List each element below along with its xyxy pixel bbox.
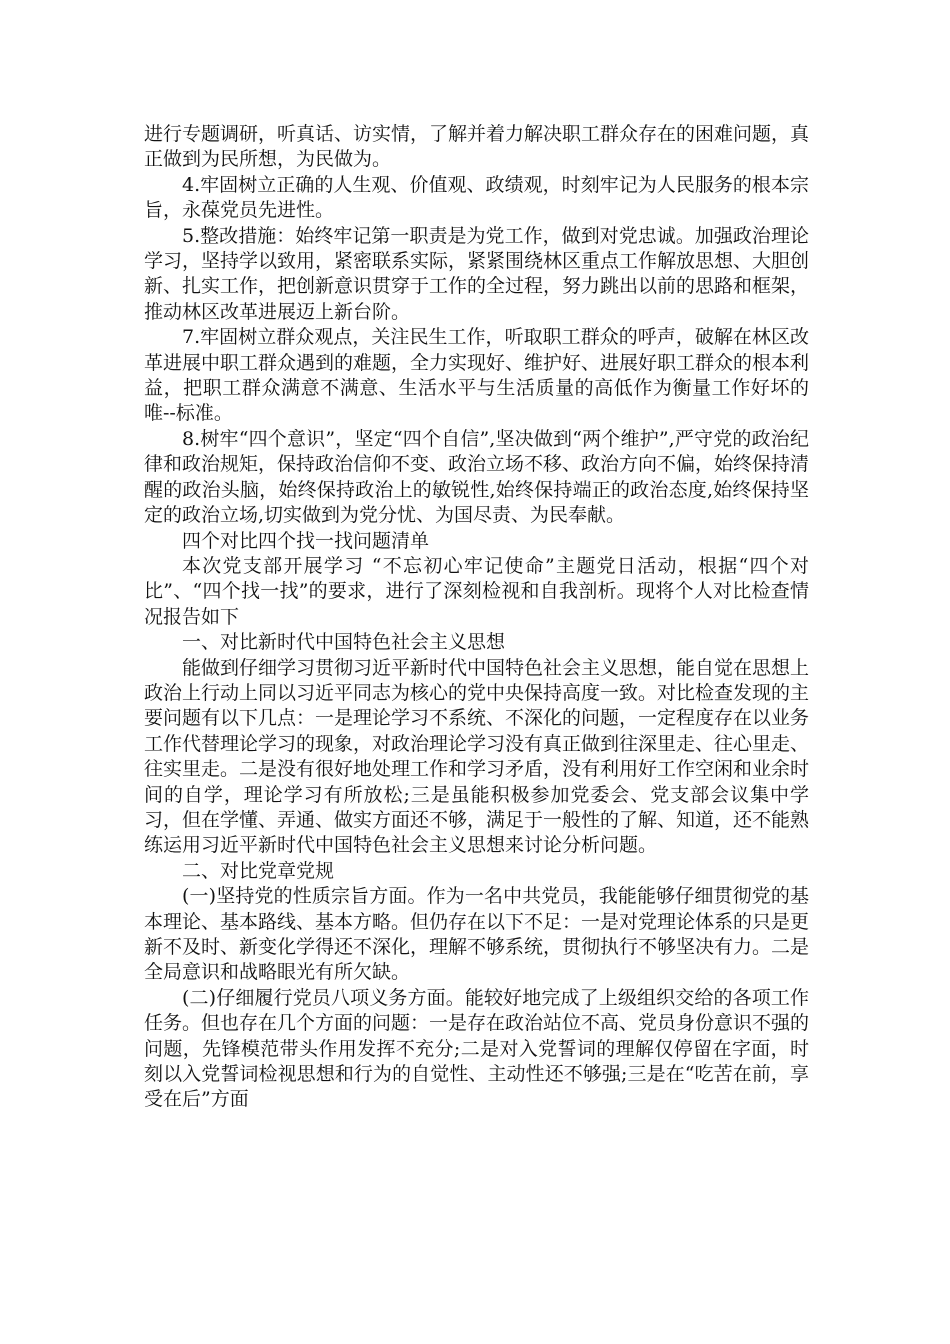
paragraph-7: 本次党支部开展学习 “不忘初心牢记使命”主题党日活动，根据“四个对比”、“四个找一找”的要求，进行了深刻检视和自我剖析。现将个人对比检查情况报告如下	[144, 554, 809, 628]
document-page	[144, 122, 809, 1113]
section-heading-problem-list: 四个对比四个找一找问题清单	[182, 529, 430, 552]
paragraph-4: 7.牢固树立群众观点，关注民生工作，听取职工群众的呼声，破解在林区改革进展中职工群众遇到的难题，全力实现好、维护好、进展好职工群众的根本利益，把职工群众满意不满意、生活水平与生活质量的高低作为衡量工作好坏的唯--标准。	[144, 326, 810, 425]
paragraph-5: 8.树牢“四个意识”，坚定“四个自信”,坚决做到“两个维护”,严守党的政治纪律和政治规矩，保持政治信仰不变、政治立场不移、政治方向不偏，始终保持清醒的政治头脑，始终保持政治上的敏锐性,始终保持端正的政治态度,始终保持坚定的政治立场,切实做到为党分忧、为国尽责、为民奉献。	[144, 427, 810, 527]
paragraph-2: 4.牢固树立正确的人生观、价值观、政绩观，时刻牢记为人民服务的根本宗旨，永葆党员先进性。	[144, 173, 809, 222]
paragraph-11: (一)坚持党的性质宗旨方面。作为一名中共党员，我能能够仔细贯彻党的基本理论、基本路线、基本方略。但仍存在以下不足：一是对党理论体系的只是更新不及时、新变化学得还不深化，理解不够系统，贯彻执行不够坚决有力。二是全局意识和战略眼光有所欠缺。	[144, 885, 810, 984]
section-heading-2: 二、对比党章党规	[182, 859, 335, 882]
paragraph-9: 能做到仔细学习贯彻习近平新时代中国特色社会主义思想，能自觉在思想上政治上行动上同以习近平同志为核心的党中央保持高度一致。对比检查发现的主要问题有以下几点：一是理论学习不系统、不深化的问题，一定程度存在以业务工作代替理论学习的现象，对政治理论学习没有真正做到往深里走、往心里走、往实里走。二是没有很好地处理工作和学习矛盾，没有利用好工作空闲和业余时间的自学，理论学习有所放松;三是虽能积极参加党委会、党支部会议集中学习，但在学懂、弄通、做实方面还不够，满足于一般性的了解、知道，还不能熟练运用习近平新时代中国特色社会主义思想来讨论分析问题。	[144, 656, 810, 857]
section-heading-1: 一、对比新时代中国特色社会主义思想	[182, 631, 506, 654]
paragraph-1: 进行专题调研，听真话、访实情，了解并着力解决职工群众存在的困难问题，真正做到为民所想，为民做为。	[144, 123, 810, 171]
paragraph-12: (二)仔细履行党员八项义务方面。能较好地完成了上级组织交给的各项工作任务。但也存在几个方面的问题：一是存在政治站位不高、党员身份意识不强的问题，先锋模范带头作用发挥不充分;二是对入党誓词的理解仅停留在字面，时刻以入党誓词检视思想和行为的自觉性、主动性还不够强;三是在“吃苦在前，享受在后”方面	[144, 986, 810, 1111]
paragraph-3: 5.整改措施：始终牢记第一职责是为党工作，做到对党忠诚。加强政治理论学习，坚持学以致用，紧密联系实际，紧紧围绕林区重点工作解放思想、大胆创新、扎实工作，把创新意识贯穿于工作的全过程，努力跳出以前的思路和框架，推动林区改革进展迈上新台阶。	[144, 224, 810, 323]
